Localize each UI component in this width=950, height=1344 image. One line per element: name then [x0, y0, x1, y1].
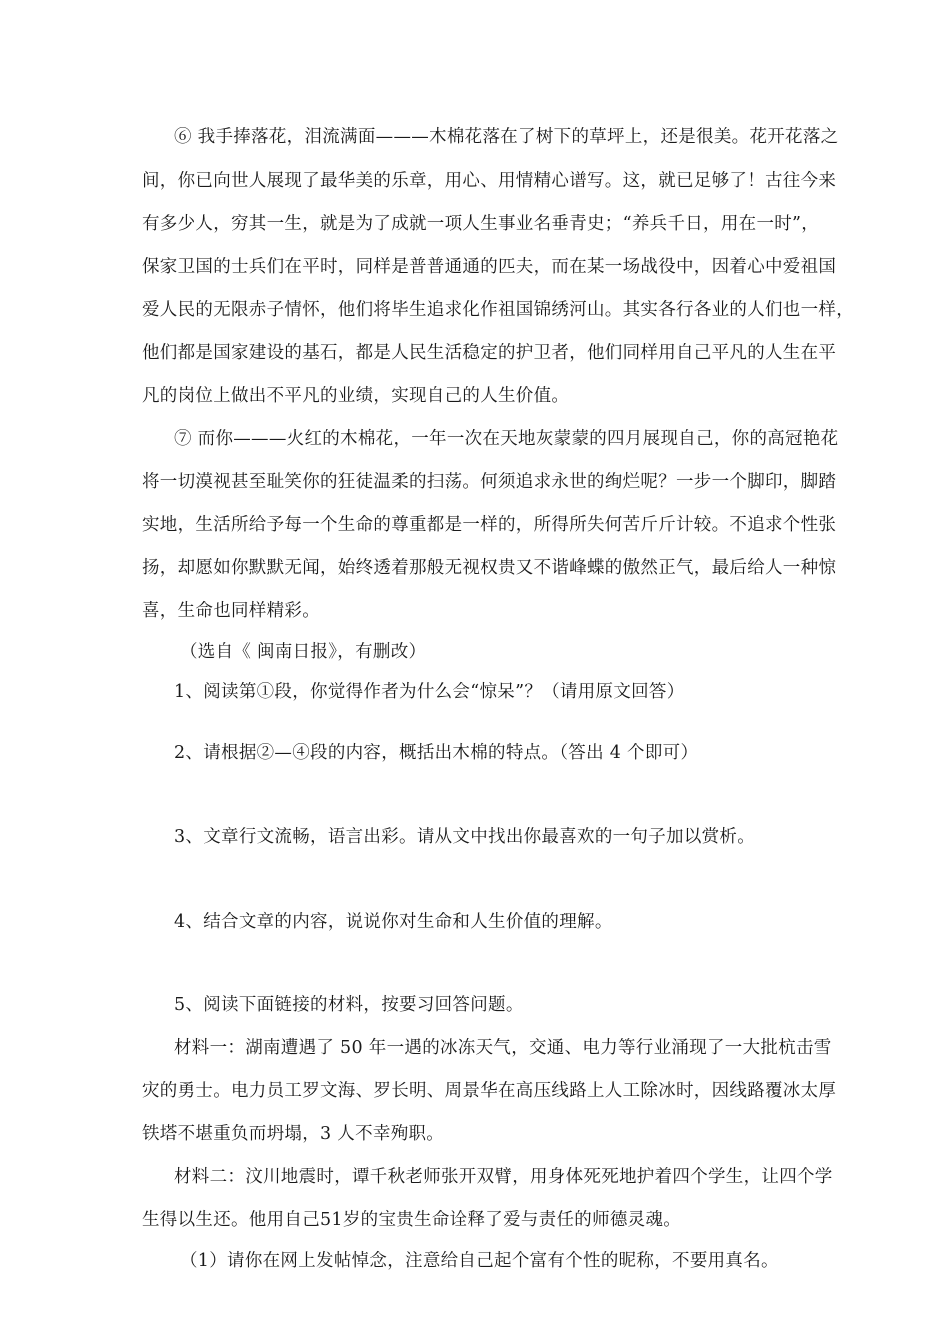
paragraph-7-line-5: 喜，生命也同样精彩。 [142, 601, 320, 621]
paragraph-7-line-4: 扬，却愿如你默默无闻，始终透着那般无视权贵又不谐峰蝶的傲然正气，最后给人一种惊 [142, 558, 837, 578]
paragraph-6-line-3: 有多少人，穷其一生，就是为了成就一项人生事业名垂青史；“养兵千日，用在一时”， [142, 214, 820, 234]
material-2-line-1: 材料二：汶川地震时，谭千秋老师张开双臂，用身体死死地护着四个学生，让四个学 [174, 1167, 833, 1187]
question-2: 2、请根据②—④段的内容，概括出木棉的特点。（答出 4 个即可） [174, 743, 699, 763]
source-note: （选自《 闽南日报》，有删改） [180, 642, 427, 662]
material-1-line-3: 铁塔不堪重负而坍塌，3 人不幸殉职。 [142, 1124, 445, 1144]
material-1-line-2: 灾的勇士。电力员工罗文海、罗长明、周景华在高压线路上人工除冰时，因线路覆冰太厚 [142, 1081, 837, 1101]
paragraph-6-line-5: 爱人民的无限赤子情怀，他们将毕生追求化作祖国锦绣河山。其实各行各业的人们也一样， [142, 300, 854, 320]
question-1: 1、阅读第①段，你觉得作者为什么会“惊呆”？（请用原文回答） [174, 682, 685, 702]
material-2-line-2: 生得以生还。他用自己51岁的宝贵生命诠释了爱与责任的师德灵魂。 [142, 1210, 682, 1230]
paragraph-6-line-1: ⑥ 我手捧落花，泪流满面———木棉花落在了树下的草坪上，还是很美。花开花落之 [174, 127, 839, 147]
question-3: 3、文章行文流畅，语言出彩。请从文中找出你最喜欢的一句子加以赏析。 [174, 827, 756, 847]
paragraph-7-line-3: 实地，生活所给予每一个生命的尊重都是一样的，所得所失何苦斤斤计较。不追求个性张 [142, 515, 837, 535]
paragraph-6-line-7: 凡的岗位上做出不平凡的业绩，实现自己的人生价值。 [142, 386, 570, 406]
question-5: 5、阅读下面链接的材料，按要习回答问题。 [174, 995, 524, 1015]
sub-question-1: （1）请你在网上发帖悼念，注意给自己起个富有个性的昵称，不要用真名。 [180, 1251, 779, 1271]
paragraph-6-line-6: 他们都是国家建设的基石，都是人民生活稳定的护卫者，他们同样用自己平凡的人生在平 [142, 343, 837, 363]
paragraph-7-line-2: 将一切漠视甚至耻笑你的狂徒温柔的扫荡。何须追求永世的绚烂呢？一步一个脚印，脚踏 [142, 472, 837, 492]
paragraph-7-line-1: ⑦ 而你———火红的木棉花，一年一次在天地灰蒙蒙的四月展现自己，你的高冠艳花 [174, 429, 839, 449]
question-4: 4、结合文章的内容，说说你对生命和人生价值的理解。 [174, 912, 613, 932]
paragraph-6-line-2: 间，你已向世人展现了最华美的乐章，用心、用情精心谱写。这，就已足够了！古往今来 [142, 171, 837, 191]
paragraph-6-line-4: 保家卫国的士兵们在平时，同样是普普通通的匹夫，而在某一场战役中，因着心中爱祖国 [142, 257, 837, 277]
material-1-line-1: 材料一：湖南遭遇了 50 年一遇的冰冻天气，交通、电力等行业涌现了一大批杭击雪 [174, 1038, 832, 1058]
